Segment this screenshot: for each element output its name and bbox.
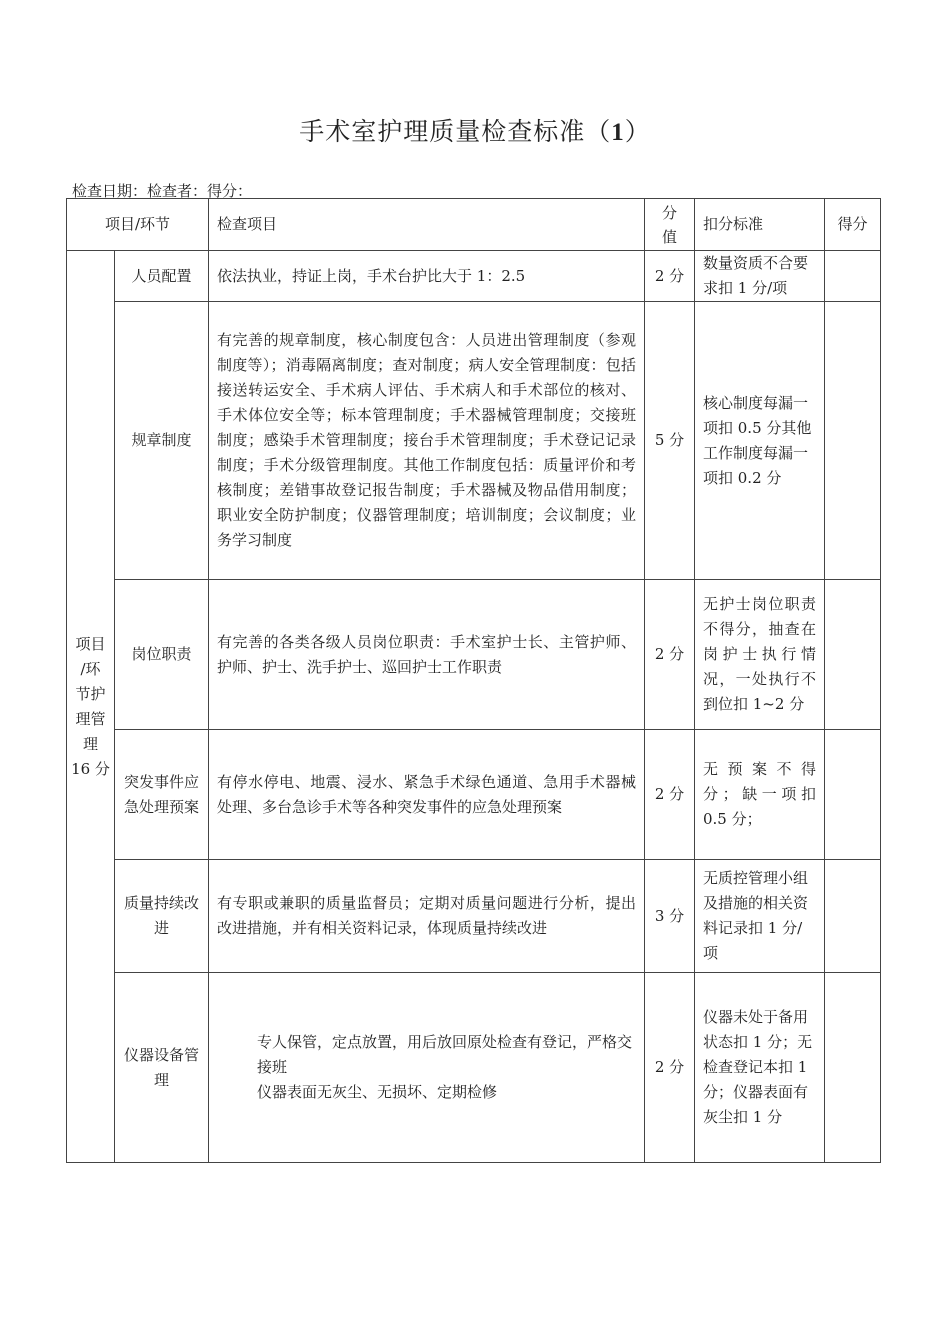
table-row (67, 860, 881, 973)
section-label: 项目 /环 节护 理管 理 16 分 (67, 251, 115, 1163)
header-check-item: 检查项目 (209, 199, 645, 251)
header-deduct: 扣分标准 (695, 199, 825, 251)
row-score: 2 分 (645, 580, 695, 730)
row-got-score (825, 730, 881, 860)
row-got-score (825, 302, 881, 580)
row-content: 有完善的各类各级人员岗位职责：手术室护士长、主管护师、护师、护士、洗手护士、巡回护士工作职责 (209, 580, 645, 730)
row-content: 有完善的规章制度，核心制度包含：人员进出管理制度（参观制度等）；消毒隔离制度；查对制度；病人安全管理制度：包括接送转运安全、手术病人评估、手术病人和手术部位的核对、手术体位安全等；标本管理制度；手术器械管理制度；交接班制度；感染手术管理制度；接台手术管理制度；手术登记记录制度；手术分级管理制度。其他工作制度包括：质量评价和考核制度；差错事故登记报告制度；手术器械及物品借用制度；职业安全防护制度；仪器管理制度；培训制度；会议制度；业务学习制度 (209, 302, 645, 580)
row-got-score (825, 580, 881, 730)
row-content: 有专职或兼职的质量监督员；定期对质量问题进行分析，提出改进措施，并有相关资料记录，体现质量持续改进 (209, 860, 645, 973)
row-content: 依法执业，持证上岗，手术台护比大于 1：2.5 (209, 251, 645, 302)
header-got-score: 得分 (825, 199, 881, 251)
table-row (67, 580, 881, 730)
table-row (67, 302, 881, 580)
row-content: 有停水停电、地震、浸水、紧急手术绿色通道、急用手术器械处理、多台急诊手术等各种突发事件的应急处理预案 (209, 730, 645, 860)
table-row (67, 973, 881, 1163)
row-name: 突发事件应急处理预案 (115, 730, 209, 860)
row-score: 5 分 (645, 302, 695, 580)
row-got-score (825, 973, 881, 1163)
row-deduct: 仪器未处于备用状态扣 1 分；无检查登记本扣 1 分；仪器表面有灰尘扣 1 分 (695, 973, 825, 1163)
header-score: 分 值 (645, 199, 695, 251)
row-got-score (825, 251, 881, 302)
header-item-section: 项目/环节 (67, 199, 209, 251)
row-deduct: 核心制度每漏一项扣 0.5 分其他工作制度每漏一项扣 0.2 分 (695, 302, 825, 580)
row-score: 2 分 (645, 251, 695, 302)
row-name: 仪器设备管理 (115, 973, 209, 1163)
row-score: 2 分 (645, 973, 695, 1163)
inspection-meta-line: 检查日期：检查者：得分： (72, 182, 253, 200)
quality-standard-table (66, 198, 881, 1163)
row-name: 岗位职责 (115, 580, 209, 730)
row-name: 质量持续改进 (115, 860, 209, 973)
row-deduct: 无 预 案 不 得分；缺一项扣 0.5 分； (695, 730, 825, 860)
table-row (67, 730, 881, 860)
row-score: 3 分 (645, 860, 695, 973)
document-title: 手术室护理质量检查标准（1） (299, 117, 651, 146)
table-row (67, 251, 881, 302)
row-name: 人员配置 (115, 251, 209, 302)
table-header-row (67, 199, 881, 251)
row-name: 规章制度 (115, 302, 209, 580)
row-deduct: 数量资质不合要求扣 1 分/项 (695, 251, 825, 302)
row-score: 2 分 (645, 730, 695, 860)
row-deduct: 无质控管理小组及措施的相关资料记录扣 1 分/项 (695, 860, 825, 973)
row-content-line: 专人保管，定点放置，用后放回原处检查有登记，严格交接班 (257, 1033, 633, 1076)
row-content-line: 仪器表面无灰尘、无损坏、定期检修 (257, 1083, 498, 1101)
row-got-score (825, 860, 881, 973)
row-deduct: 无护士岗位职责不得分，抽查在岗护士执行情况，一处执行不到位扣 1~2 分 (695, 580, 825, 730)
row-content (209, 973, 645, 1163)
